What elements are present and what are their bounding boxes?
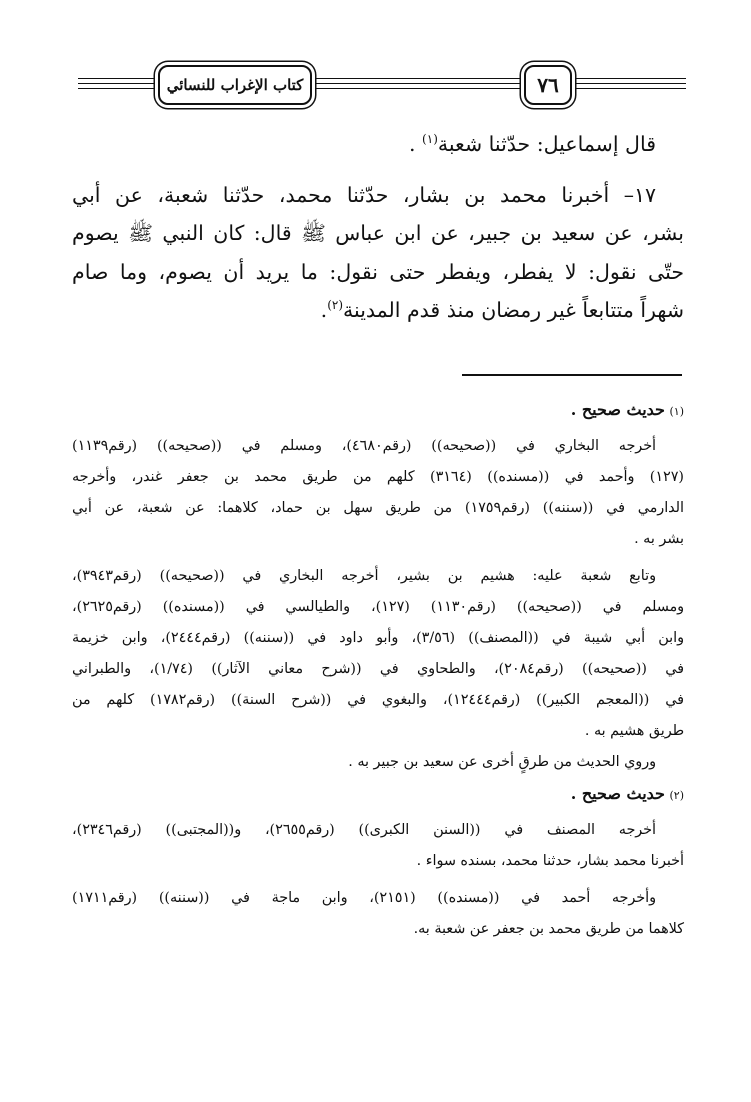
footnote-heading: حديث صحيح . (570, 784, 665, 803)
footnote-line: في ((المعجم الكبير)) (رقم١٢٤٤٤)، والبغوي في ((شرح السنة)) (رقم١٧٨٢) كلهم من (72, 692, 684, 708)
main-line-text: قال إسماعيل: حدّثنا شعبة (437, 132, 656, 156)
footnote-ref: (٢) (327, 298, 344, 313)
footnotes (72, 394, 684, 945)
footnote-line: (١٢٧) وأحمد في ((مسنده)) (٣١٦٤) كلهم من طريق محمد بن جعفر غندر، وأخرجه (72, 469, 684, 485)
footnote-1-heading (72, 394, 684, 425)
main-line (72, 125, 684, 164)
main-line-text: . (320, 298, 328, 322)
footnote-line: طريق هشيم به . (584, 723, 684, 739)
book-title: كتاب الإغراب للنسائي (158, 65, 312, 105)
main-line-text: . (409, 132, 423, 156)
footnote-line: في ((صحيحه)) (رقم٢٠٨٤)، والطحاوي في ((شرح معاني الآثار)) (١/٧٤)، والطبراني (72, 661, 684, 677)
footnote-divider (462, 374, 682, 376)
main-line-text: شهراً متتابعاً غير رمضان منذ قدم المدينة (343, 298, 684, 322)
main-line: حتّى نقول: لا يفطر، ويفطر حتى نقول: ما يريد أن يصوم، وما صام (72, 259, 684, 284)
footnote-2-heading (72, 778, 684, 809)
main-line: بشر، عن سعيد بن جبير، عن ابن عباس ﷺ قال: كان النبي ﷺ يصوم (72, 221, 684, 245)
footnote-marker: (١) (669, 405, 684, 418)
footnote-line: أخرجه البخاري في ((صحيحه)) (رقم٤٦٨٠)، ومسلم في ((صحيحه)) (رقم١١٣٩) (72, 438, 656, 454)
footnote-line: ومسلم في ((صحيحه)) (رقم١١٣٠) (١٢٧)، والطيالسي في ((مسنده)) (رقم٢٦٢٥)، (72, 599, 685, 615)
footnote-line: أخبرنا محمد بشار، حدثنا محمد، بسنده سواء . (416, 853, 684, 869)
footnote-line: أخرجه المصنف في ((السنن الكبرى)) (رقم٢٦٥٥)، و((المجتبى)) (رقم٢٣٤٦)، (72, 822, 656, 838)
main-line: ١٧– أخبرنا محمد بن بشار، حدّثنا محمد، حدّثنا شعبة، عن أبي (72, 182, 656, 207)
main-text (72, 125, 684, 330)
page-header (78, 58, 686, 110)
footnote-line: وروي الحديث من طرقٍ أخرى عن سعيد بن جبير به . (348, 754, 656, 770)
footnote-line: الدارمي في ((سننه)) (رقم١٧٥٩) من طريق سهل بن حماد، كلاهما: عن شعبة، عن أبي (72, 500, 684, 516)
footnote-line: وتابع شعبة عليه: هشيم بن بشير، أخرجه البخاري في ((صحيحه)) (رقم٣٩٤٣)، (72, 568, 656, 584)
footnote-line: وابن أبي شيبة في ((المصنف)) (٣/٥٦)، وأبو داود في ((سننه)) (رقم٢٤٤٤)، وابن خزيمة (72, 630, 684, 646)
page-number: ٧٦ (524, 65, 572, 105)
footnote-heading: حديث صحيح . (570, 400, 665, 419)
footnote-line: كلاهما من طريق محمد بن جعفر عن شعبة به. (413, 921, 684, 937)
main-line (72, 291, 684, 330)
footnote-ref: (١) (422, 132, 438, 147)
footnote-line: بشر به . (634, 531, 684, 547)
footnote-line: وأخرجه أحمد في ((مسنده)) (٢١٥١)، وابن ماجة في ((سننه)) (رقم١٧١١) (72, 890, 656, 906)
footnote-marker: (٢) (669, 789, 684, 802)
